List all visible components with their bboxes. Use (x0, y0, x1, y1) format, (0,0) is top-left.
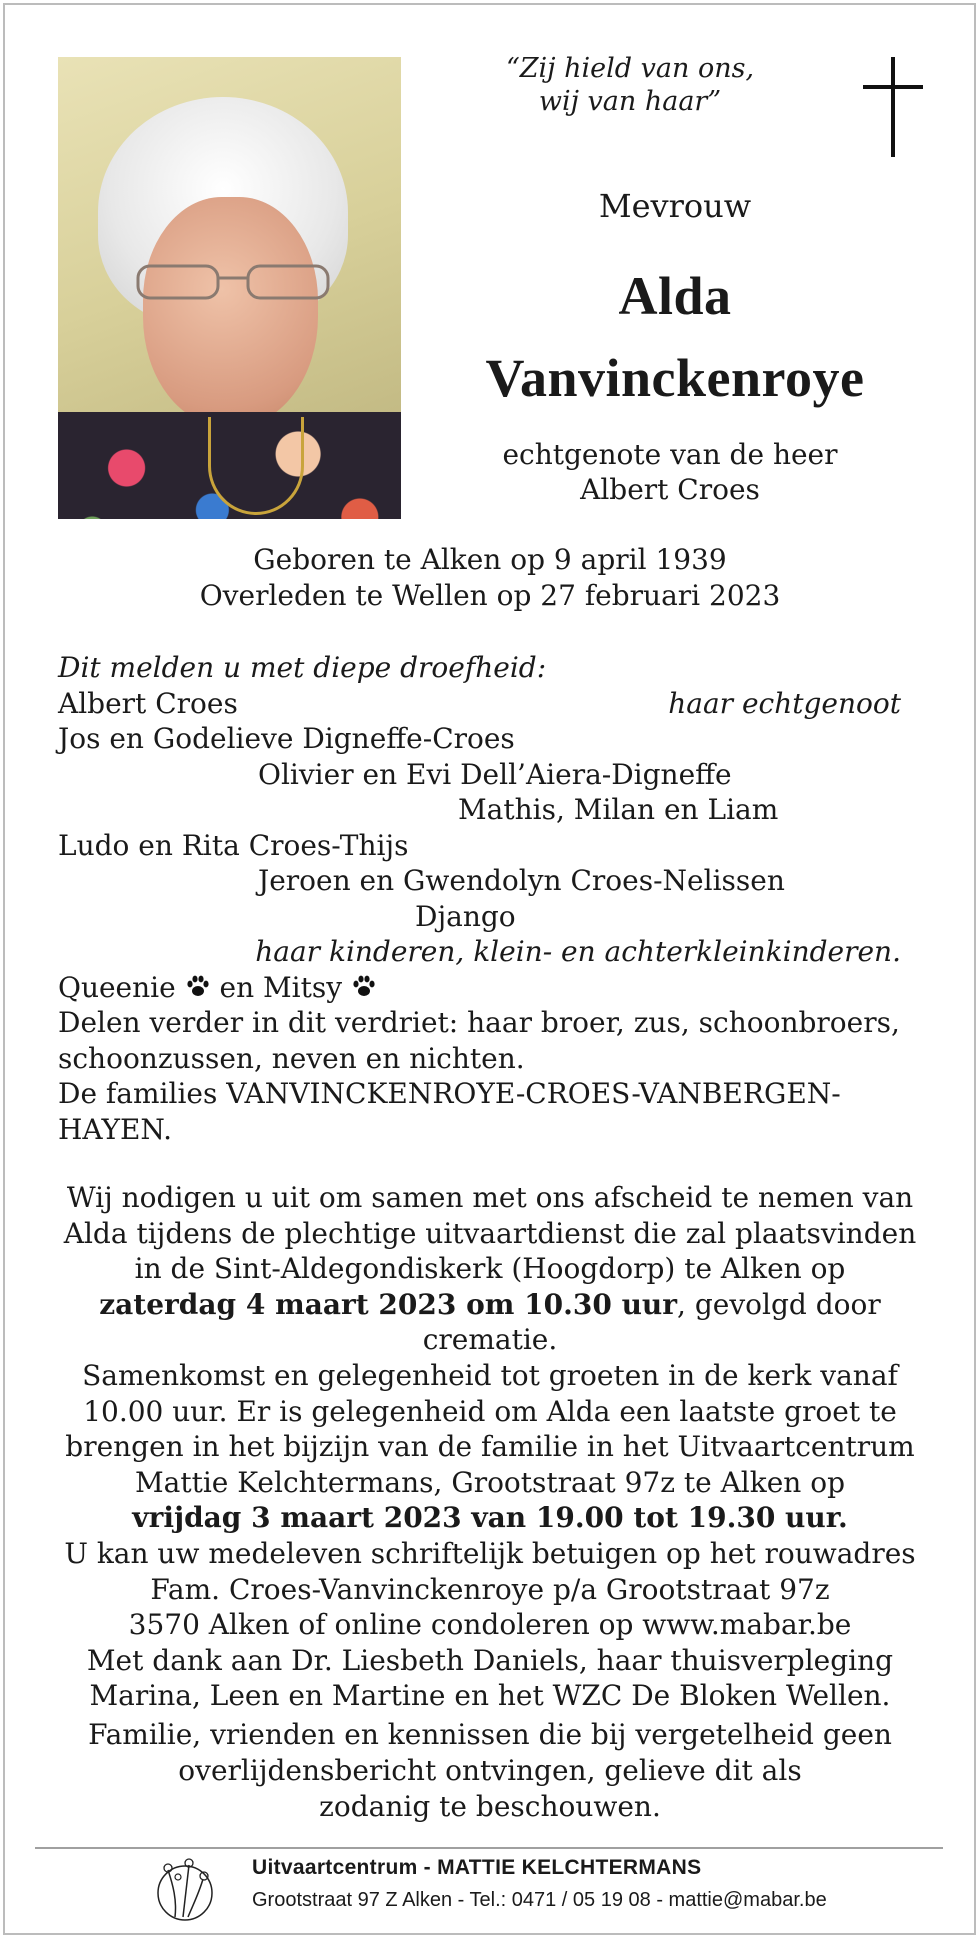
closing-line: Familie, vrienden en kennissen die bij vergetelheid geen (88, 1718, 892, 1751)
family-row (58, 686, 918, 722)
closing-text (60, 1717, 920, 1825)
spouse-info (490, 437, 850, 507)
ceremony-line (55, 1500, 925, 1536)
family-row: Jos en Godelieve Digneffe-Croes (58, 722, 515, 755)
died-date: Overleden te Wellen op 27 februari 2023 (199, 579, 781, 612)
family-row: Django (415, 899, 516, 933)
ceremony-line: 10.00 uur. Er is gelegenheid om Alda een laatste groet te (83, 1394, 897, 1428)
quote-line: “Zij hield van ons, (505, 53, 755, 84)
family-row: Delen verder in dit verdriet: haar broer, zus, schoonbroers, (58, 1006, 900, 1039)
life-dates (60, 542, 920, 614)
pet-name: en Mitsy (219, 970, 343, 1004)
ceremony-line: brengen in het bijzijn van de familie in het Uitvaartcentrum (65, 1430, 915, 1464)
children-relation: haar kinderen, klein- en achterkleinkinderen. (255, 935, 901, 968)
deceased-name (470, 255, 880, 419)
family-row: Mathis, Milan en Liam (458, 793, 779, 826)
family-row: HAYEN. (58, 1112, 173, 1146)
ceremony-line: Met dank aan Dr. Liesbeth Daniels, haar thuisverpleging (86, 1643, 894, 1677)
footer-divider (35, 1847, 943, 1849)
quote-line: wij van haar” (538, 86, 722, 117)
portrait-face (143, 197, 318, 427)
portrait-necklace (208, 417, 304, 515)
visitation-date: vrijdag 3 maart 2023 van 19.00 tot 19.30 uur. (132, 1501, 848, 1535)
pets-row (58, 970, 918, 1006)
funeral-date: zaterdag 4 maart 2023 om 10.30 uur (99, 1287, 678, 1321)
portrait-photo (58, 57, 401, 519)
funeral-home-contact: Grootstraat 97 Z Alken - Tel.: 0471 / 05 19 08 - mattie@mabar.be (252, 1889, 827, 1911)
quote (480, 52, 780, 118)
paw-icon (351, 973, 377, 999)
ceremony-line: Mattie Kelchtermans, Grootstraat 97z te Alken op (134, 1465, 846, 1499)
family-row: Ludo en Rita Croes-Thijs (58, 828, 409, 862)
family-row: Jeroen en Gwendolyn Croes-Nelissen (258, 864, 785, 897)
funeral-home-name: Uitvaartcentrum - MATTIE KELCHTERMANS (252, 1856, 702, 1879)
ceremony-text (55, 1180, 925, 1714)
pet-name: Queenie (58, 970, 176, 1004)
glasses-icon (128, 262, 338, 302)
ceremony-line: Alda tijdens de plechtige uitvaartdienst die zal plaatsvinden (63, 1216, 917, 1250)
first-name: Alda (618, 266, 732, 326)
family-row: De families VANVINCKENROYE-CROES-VANBERGEN- (58, 1077, 841, 1110)
born-date: Geboren te Alken op 9 april 1939 (253, 543, 727, 576)
family-list (58, 650, 918, 1147)
ceremony-line: Wij nodigen u uit om samen met ons afscheid te nemen van (66, 1181, 914, 1214)
ceremony-line: U kan uw medeleven schriftelijk betuigen op het rouwadres (64, 1536, 916, 1570)
ceremony-line: Samenkomst en gelegenheid tot groeten in de kerk vanaf (82, 1358, 898, 1392)
family-intro-text: Dit melden u met diepe droefheid: (58, 651, 547, 684)
spouse-intro: echtgenote van de heer (502, 438, 838, 471)
flower-logo-icon (143, 1855, 228, 1925)
family-row: schoonzussen, neven en nichten. (58, 1041, 525, 1075)
husband-name: Albert Croes (58, 686, 238, 720)
husband-relation: haar echtgenoot (668, 686, 901, 720)
paw-icon (185, 973, 211, 999)
ceremony-line: 3570 Alken of online condoleren op www.mabar.be (128, 1608, 852, 1642)
ceremony-line: Marina, Leen en Martine en het WZC De Bloken Wellen. (89, 1679, 891, 1713)
closing-line: overlijdensbericht ontvingen, gelieve dit als (178, 1754, 802, 1787)
cross-icon (863, 57, 923, 157)
family-intro (58, 650, 918, 686)
family-row: Olivier en Evi Dell’Aiera-Digneffe (258, 757, 732, 791)
ceremony-line: in de Sint-Aldegondiskerk (Hoogdorp) te Alken op (134, 1252, 846, 1286)
ceremony-line: Fam. Croes-Vanvinckenroye p/a Grootstraat 97z (150, 1572, 830, 1606)
ceremony-line-rest: , gevolgd door crematie. (422, 1287, 881, 1357)
closing-line: zodanig te beschouwen. (319, 1790, 661, 1823)
ceremony-line (55, 1287, 925, 1358)
spouse-name: Albert Croes (580, 473, 760, 506)
last-name: Vanvinckenroye (485, 348, 865, 408)
honorific: Mevrouw (598, 187, 752, 225)
